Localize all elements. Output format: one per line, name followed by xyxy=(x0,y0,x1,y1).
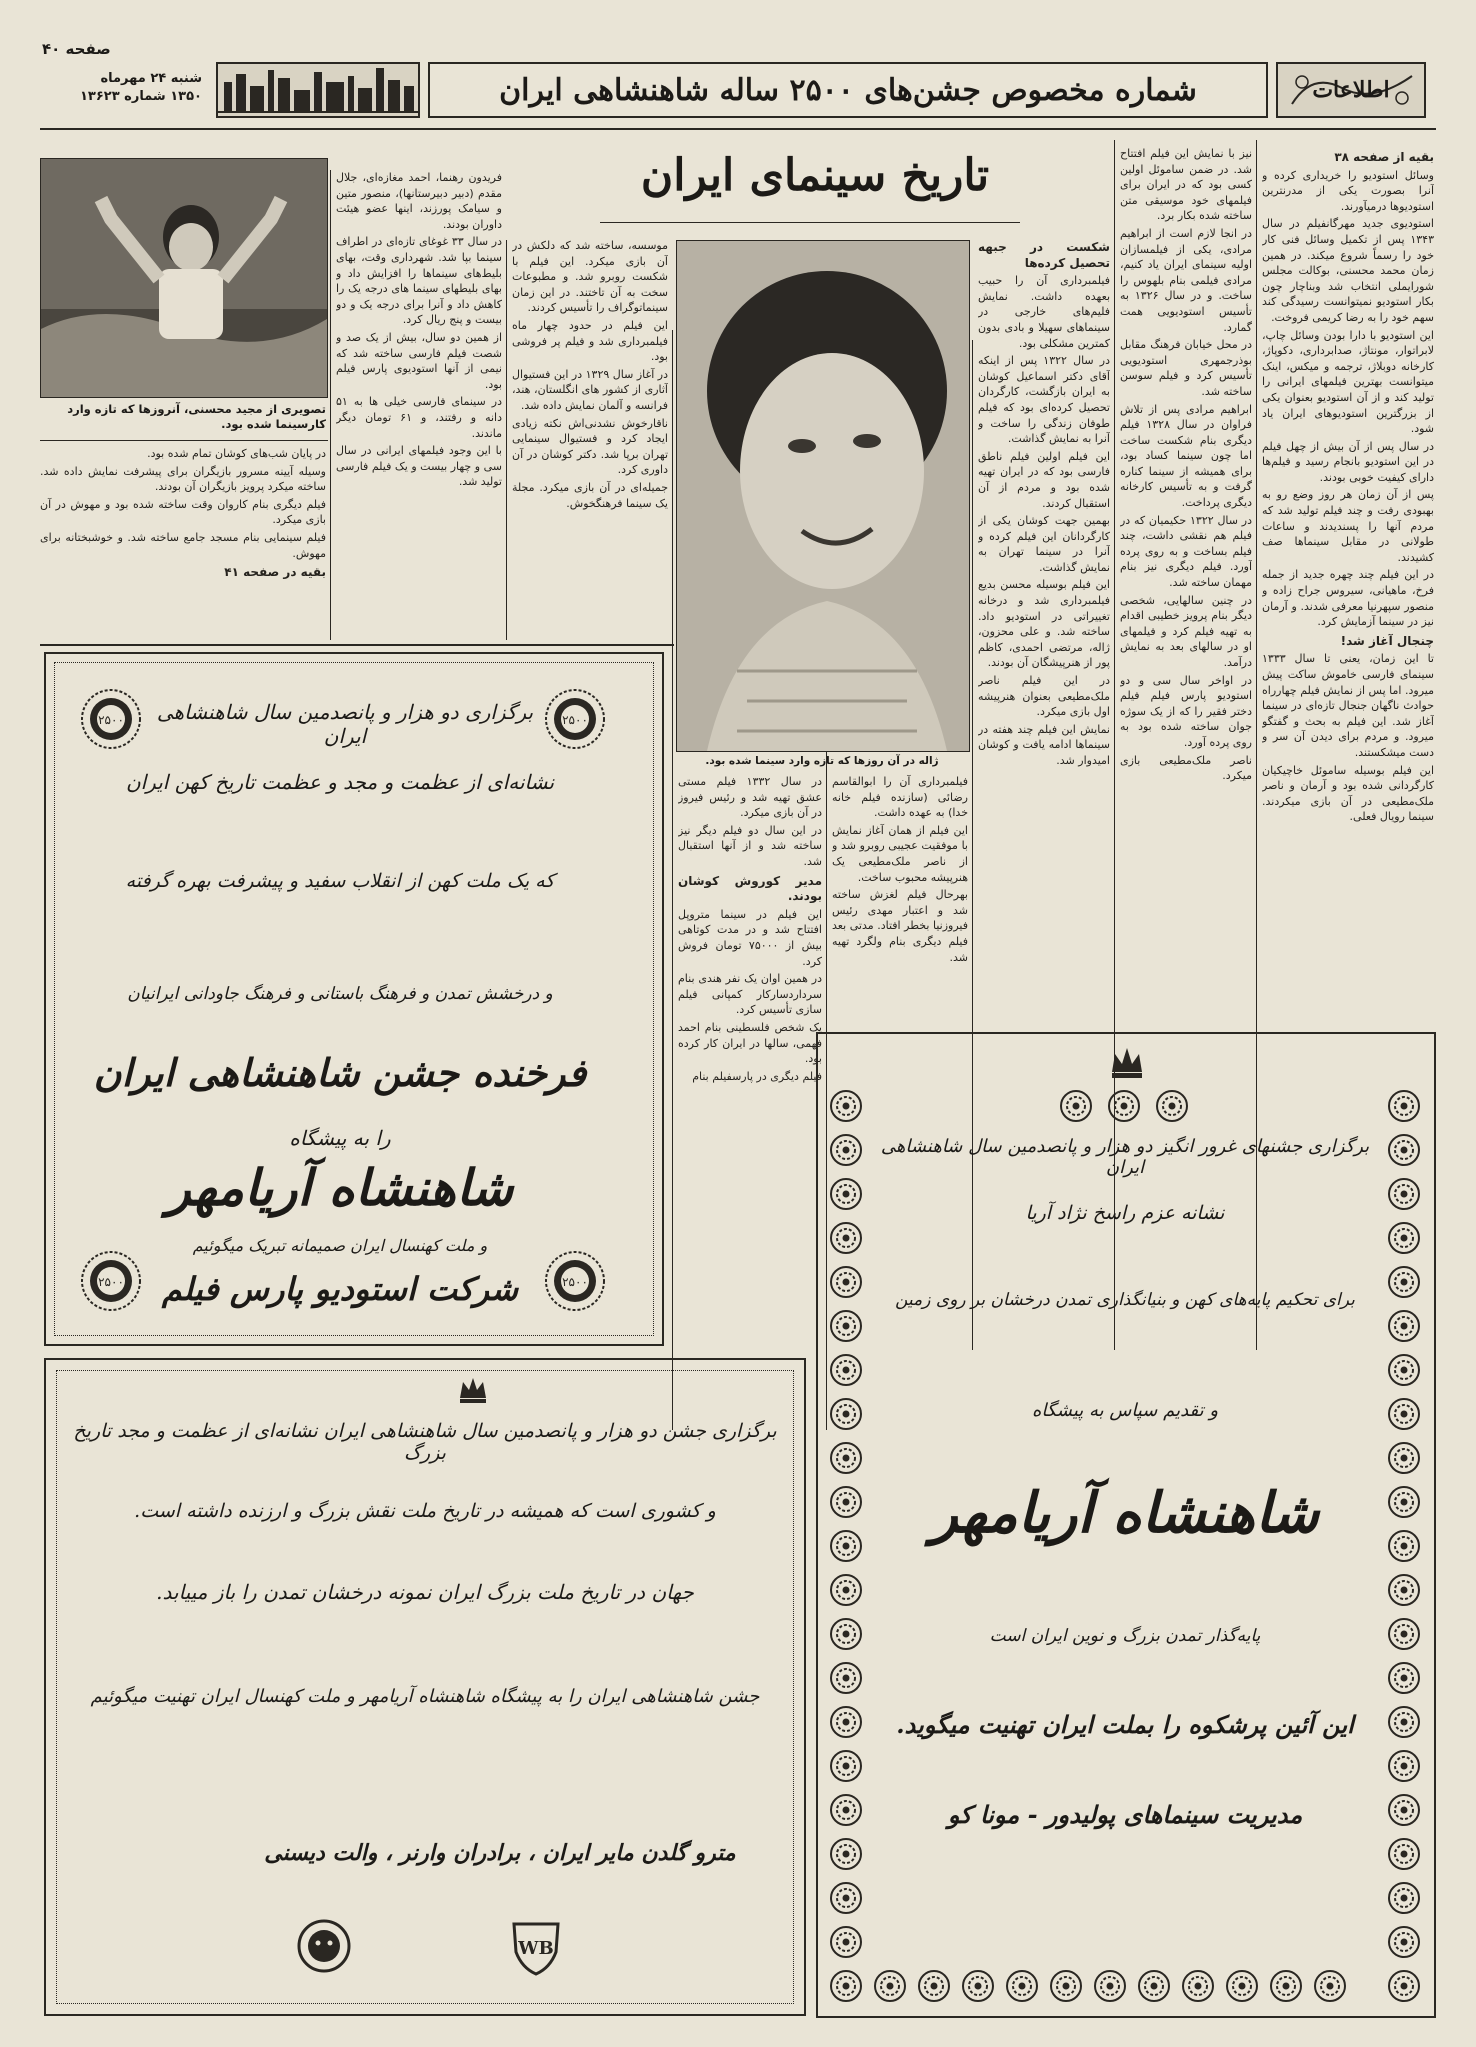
pars-ad-line-2: نشانه‌ای از عظمت و مجد و عظمت تاریخ کهن ایران xyxy=(125,770,555,794)
subhead-defeat: شکست در جبهه تحصیل کرده‌ها xyxy=(978,240,1110,270)
actor-photo xyxy=(40,158,328,398)
date-line: شنبه ۲۴ مهرماه xyxy=(100,71,202,86)
photo1-caption: تصویری از مجید محسنی، آنروزها که تازه وارد کارسینما شده بود. xyxy=(67,402,326,431)
special-issue-title: شماره مخصوص جشن‌های ۲۵۰۰ ساله شاهنشاهی ایران xyxy=(499,72,1197,108)
polydor-ad-line-4: و تقدیم سپاس به پیشگاه xyxy=(1031,1400,1219,1421)
page-number: صفحه ۴۰ xyxy=(42,40,111,58)
svg-text:WB: WB xyxy=(518,1938,554,1959)
flower-border-bottom xyxy=(870,1966,1380,2006)
svg-text:۲۵۰۰: ۲۵۰۰ xyxy=(562,713,588,727)
lion-logo-icon xyxy=(296,1918,352,1974)
studios-ad-line-4: جشن شاهنشاهی ایران را به پیشگاه شاهنشاه آریامهر و ملت کهنسال ایران تهنیت میگوئیم xyxy=(90,1686,760,1707)
polydor-ad-line-2: نشانه عزم راسخ نژاد آریا xyxy=(1025,1202,1225,1224)
polydor-ad-line-1: برگزاری جشنهای غرور انگیز دو هزار و پانصدمین سال شاهنشاهی ایران xyxy=(880,1136,1370,1178)
issue-line: ۱۳۵۰ شماره ۱۳۶۲۳ xyxy=(79,89,202,104)
polydor-ad-line-3: برای تحکیم پایه‌های کهن و بنیانگذاری تمدن درخشان بر روی زمین xyxy=(895,1290,1355,1310)
svg-text:۲۵۰۰: ۲۵۰۰ xyxy=(98,713,124,727)
flower-border-right xyxy=(1384,1086,1424,2006)
article-column-3: شکست در جبهه تحصیل کرده‌ها فیلمبرداری آن را حبیب بعهده داشت. نمایش فلیم‌های خارجی در سینماهای سهیلا و بادی بدون کمترین مشکلی بود. در سال ۱۳۲۲ پس از اینکه آقای دکتر اسماعیل کوشان به ایران بازگشت، کارگردان تحصیل کرده‌ای بود که فیلم طوفان زندگی را ساخت و آنرا به نمایش گذاشت. این فیلم اولین فیلم ناطق فارسی بود که در ایران تهیه شده بود و مردم از آن استقبال کردند. بهمین جهت کوشان یکی از کارگردانان این فیلم کرده و آنرا در سینما تهران به نمایش گذاشت. این فیلم بوسیله محسن بدیع فیلمبرداری شد و درخانه تغییراتی در استودیو داد. ساخته شد. و علی محزون، ژاله، مرتضی احمدی، کاظم پور از هنرپیشگان آن بودند. در این فیلم ناصر ملک‌مطیعی بعنوان هنرپیشه اول بازی میکرد. نمایش این فیلم چند هفته در سینماها ادامه یافت و کوشان امیدوار شد. xyxy=(978,240,1110,767)
subhead-scandal: چنجال آغاز شد! xyxy=(1340,633,1434,648)
pars-ad-line-5: فرخنده جشن شاهنشاهی ایران xyxy=(93,1050,587,1095)
crown-icon xyxy=(456,1372,490,1406)
article-column-1: بقیه از صفحه ۳۸ وسائل استودیو را خریداری کرده و آنرا بصورت یکی از مدرنترین استودیوها درمیآورند. استودیوی جدید مهرگانفیلم در سال ۱۳۴۳ پس از تکمیل وسائل فنی کار خود را رسماً شروع میکند. در همین زمان محمد محسنی، بوکالت مجلس شورایملی انتخاب شد وبناچار چون بکار استودیو نمیتوانست رسیدگی کند سهم خود را به رضا کریمی فروخت. این استودیو با دارا بودن وسائل چاپ، لابراتوار، مونتاژ، صدابرداری، دکوپاژ، کارخانه دوبلاژ، ترجمه و میکس، اینک میتوانست بهترین فیلمهای ایرانی را تولید کند و از آن استودیو بعنوان یکی از بزرگترین استودیوهای ایران یاد شود. در سال پس از آن بیش از چهل فیلم در این استودیو بانجام رسید و فیلم‌ها دارای کیفیت خوبی بودند. پس از آن زمان هر روز وضع رو به بهبودی رفت و چند فیلم تولید شد که مردم آنها را پسندیدند و ساعات طولانی در مقابل سینماها صف کشیدند. در این فیلم چند چهره جدید از جمله فرخ، ماهیانی، سیروس جراح زاده و منصور سپهرنیا معرفی شدند. و آرمان نیز در سینما آزمایش کرد. چنجال آغاز شد! تا این زمان، یعنی تا سال ۱۳۳۳ سینمای فارسی خاموش ساکت پیش میرود. اما پس از نمایش فیلم چهارراه حوادث ناگهان جنجال تازه‌ای در سینما آغاز شد. این فیلم به بحث و گفتگو میرود. و مردم برای دیدن آن سر و دست میشکستند. این فیلم بوسیله ساموئل خاچیکیان کارگردانی شده بود و آرمان و ناصر ملک‌مطیعی در آن بازی میکردند. سینما رویال فعلی. xyxy=(1262,150,1434,824)
wb-shield-icon xyxy=(510,1918,562,1976)
polydor-ad-line-8: مدیریت سینماهای پولیدور - مونا کو xyxy=(947,1800,1303,1829)
actress-portrait-photo xyxy=(676,240,970,752)
polydor-ad-line-7: این آئین پرشکوه را بملت ایران تهنیت میگوید. xyxy=(896,1710,1354,1739)
pars-ad-line-9: شرکت استودیو پارس فیلم xyxy=(161,1270,519,1308)
photo2-caption: ژاله در آن روزها که تازه وارد سینما شده بود. xyxy=(705,755,939,767)
emblem-icon xyxy=(80,1250,142,1312)
pars-ad-line-8: و ملت کهنسال ایران صمیمانه تبریک میگوئیم xyxy=(192,1236,488,1255)
studios-ad-line-5: مترو گلدن مایر ایران ، برادران وارنر ، والت دیسنی xyxy=(264,1840,736,1866)
crown-emblem-icon xyxy=(1106,1042,1148,1082)
flower-border-left xyxy=(826,1086,866,2006)
persepolis-skyline-illustration xyxy=(216,62,420,118)
emblem-icon xyxy=(80,688,142,750)
pars-ad-line-6: را به پیشگاه xyxy=(289,1126,391,1150)
flower-border-top xyxy=(1056,1086,1196,1126)
pars-ad-line-1: برگزاری دو هزار و پانصدمین سال شاهنشاهی ایران xyxy=(156,700,534,748)
continued-from-label: بقیه از صفحه ۳۸ xyxy=(1334,150,1434,164)
article-column-7: فریدون رهنما، احمد مغازه‌ای، جلال مقدم (دبیر دبیرستانها)، منصور متین و سیامک پورزند، اینها عضو هیئت داوران بودند. در سال ۳۳ غوغای تازه‌ای در اطراف سینما بپا شد. شهرداری وقت، بهای بلیط‌های سینماها را افزایش داد و بهای بلیطهای سینما های درجه یک را کاهش داد و آنرا برای درجه یک و دو بیست و پنج ریال کرد. از همین دو سال، بیش از یک صد و شصت فیلم فارسی ساخته شد که نیمی از آنها استودیوی پارس فیلم بود. در سینمای فارسی خیلی ها به ۵۱ دانه و رفتند، و ۶۱ تومان دیگر ماندند. با این وجود فیلمهای ایرانی در سال سی و چهار بیست و یک فیلم فارسی تولید شد. xyxy=(336,171,502,489)
polydor-ad-line-5: شاهنشاه آریامهر xyxy=(930,1480,1320,1546)
article-column-2: نیز با نمایش این فیلم افتتاح شد. در ضمن ساموئل اولین کسی بود که در ایران برای فیلمهای خود موسیقی متن ساخته شده بکار برد. در انجا لازم است از ابراهیم مرادی، یکی از فیلمسازان اولیه سینمای ایران یاد کنیم، مرادی فیلمی بنام بلهوس را ساخت. و در سال ۱۳۲۶ به تأسیس استودیویی همت گمارد. در محل خیابان فرهنگ مقابل بوذرجمهری استودیویی تأسیس کرد و فیلم سوسن ساخته شد. ابراهیم مرادی پس از تلاش فراوان در سال ۱۳۲۸ فیلم دیگری بنام شکست ساخت اما چون سینما کساد بود، برای همیشه از سینما کناره گرفت و به تأسیس کارخانه دیگری پرداخت. در سال ۱۳۲۲ حکیمیان که در فیلم هم نقشی داشت، چند فیلم بساخت و به روی پرده آورد. فیلم دیگری نیز بنام مهمان ساخته شد. در چنین سالهایی، شخصی دیگر بنام پرویز خطیبی اقدام به تهیه فیلم کرد و فیلمهای او در سالهای بعد به نمایش درآمد. در اواخر سال سی و دو استودیو پارس فیلم فیلم دختر فقیر را که از یک سوژه جوان ساخته شده بود به روی پرده آورد. ناصر ملک‌مطیعی بازی میکرد. xyxy=(1120,147,1252,783)
svg-text:۲۵۰۰: ۲۵۰۰ xyxy=(98,1275,124,1289)
article-column-5: در سال ۱۳۳۲ فیلم مستی عشق تهیه شد و رئیس فیروز در آن بازی میکرد. در این سال دو فیلم دیگر نیز ساخته شد و از آنها استقبال شد. مدیر کوروش کوشان بودند. این فیلم در سینما متروپل افتتاح شد و در مدت کوتاهی بیش از ۷۵۰۰۰ تومان فروش کرد. در همین اوان یک نفر هندی بنام سرداردسارکار کمپانی فیلم سازی تأسیس کرد. یک شخص فلسطینی بنام احمد فهمی، سالها در ایران کار کرده بود. فیلم دیگری در پارسفیلم بنام xyxy=(678,775,822,1083)
studios-ad-line-3: جهان در تاریخ ملت بزرگ ایران نمونه درخشان تمدن را باز مییابد. xyxy=(156,1580,694,1604)
pars-ad-line-4: و درخشش تمدن و فرهنگ باستانی و فرهنگ جاودانی ایرانیان xyxy=(127,984,553,1004)
svg-text:۲۵۰۰: ۲۵۰۰ xyxy=(562,1275,588,1289)
emblem-icon xyxy=(544,1250,606,1312)
article-title: تاریخ سینمای ایران xyxy=(640,150,990,201)
article-column-6: موسسه، ساخته شد که دلکش در آن بازی میکرد. این فیلم با شکست روبرو شد. و مطبوعات سخت به آن تاختند. در این زمان سینماتوگراف را تأسیس کردند. این فیلم در حدود چهار ماه فیلمبرداری شد و فیلم پر فروشی بود. در آغاز سال ۱۳۲۹ در این فستیوال آثاری از کشور های انگلستان، هند، فرانسه و آلمان نمایش داده شد. ناقارخوش نشدنی‌اش نکته زیادی ایجاد کرد و فستیوال سینمایی تهران برپا شد. دکتر کوشان در آن داوری کرد. جمیله‌ای در آن بازی میکرد. مجلة یک سینما فرهنگخوش. xyxy=(512,239,668,510)
studios-ad-line-1: برگزاری جشن دو هزار و پانصدمین سال شاهنشاهی ایران نشانه‌ای از عظمت و مجد تاریخ بزرگ xyxy=(73,1420,777,1464)
polydor-ad-line-6: پایه‌گذار تمدن بزرگ و نوین ایران است xyxy=(989,1626,1261,1646)
pars-ad-line-7: شاهنشاه آریامهر xyxy=(166,1158,514,1217)
article-column-4: فیلمبرداری آن را ابوالقاسم رضائی (سازنده فیلم خانه خدا) به عهده داشت. این فیلم از همان آغاز نمایش با موفقیت عجیبی روبرو شد و از ناصر ملک‌مطیعی یک هنرپیشه محبوب ساخت. بهرحال فیلم لغزش ساخته شد و اعتبار مهدی رئیس فیروزنیا بخطر افتاد. مدتی بعد فیلم دیگری بنام ولگرد تهیه شد. xyxy=(832,775,968,964)
special-issue-banner xyxy=(428,62,1268,118)
pars-ad-line-3: که یک ملت کهن از انقلاب سفید و پیشرفت بهره گرفته xyxy=(125,870,555,892)
studios-ad-line-2: و کشوری است که همیشه در تاریخ ملت نقش بزرگ و ارزنده داشته است. xyxy=(134,1500,716,1522)
newspaper-logo: اطلاعات xyxy=(1276,62,1426,118)
article-column-8: در پایان شب‌های کوشان تمام شده بود. وسیله آیینه مسرور بازیگران برای پیشرفت نمایش داده شد. ساخته میکرد پرویز بازیگران آن بودند. فیلم دیگری بنام کاروان وقت ساخته شده بود و مهوش در آن بازی میکرد. فیلم سینمایی بنام مسجد جامع ساخته شد. و خوشبختانه برای مهوش. بقیه در صفحه ۴۱ xyxy=(40,447,326,580)
emblem-icon xyxy=(544,688,606,750)
continued-on-label: بقیه در صفحه ۴۱ xyxy=(224,565,326,580)
